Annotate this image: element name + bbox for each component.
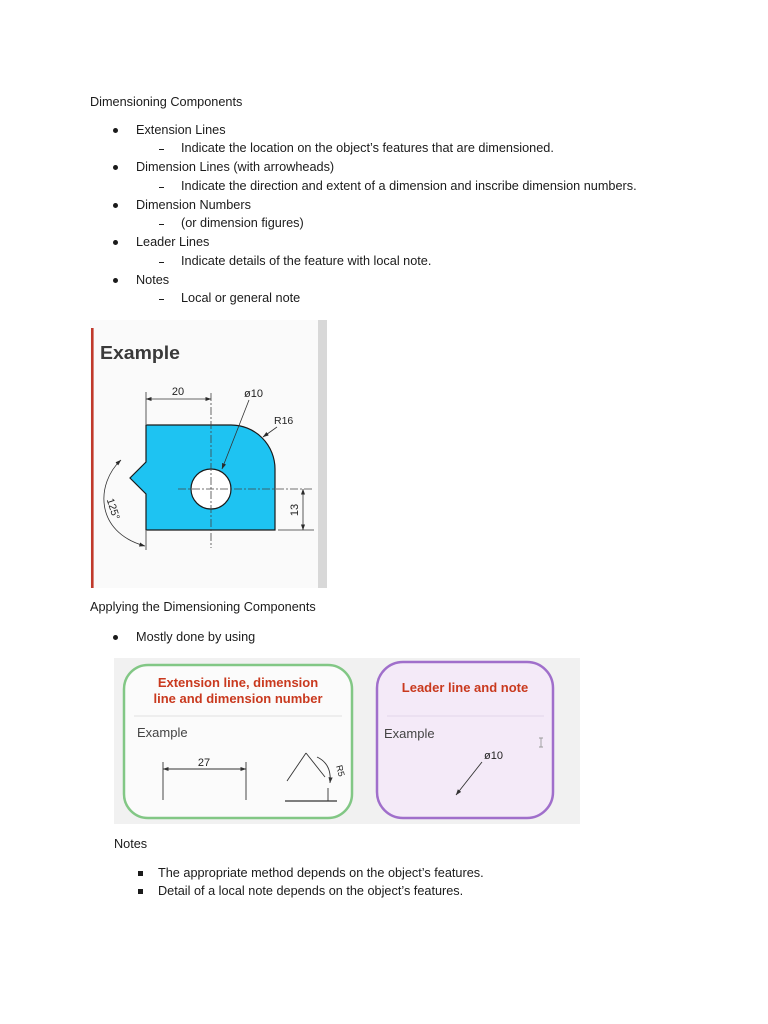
notes-list [0,864,768,902]
notes-list-item [0,882,768,901]
list-item-label: Dimension Lines (with arrowheads) [136,160,335,175]
angle-label: R5 [334,763,347,778]
dash-marker [159,262,164,263]
example-drawing-figure [90,320,327,588]
list-item-leader-lines [0,233,768,252]
notes-list-item [0,864,768,883]
radius-note: R16 [274,415,294,427]
dash-marker [159,149,164,150]
list-subitem-text: (or dimension figures) [181,216,304,231]
list-subitem [0,177,768,196]
list-item-label: Dimension Numbers [136,197,251,212]
leader-note-text: ø10 [484,750,503,762]
list-item-dimension-numbers [0,196,768,215]
list-subitem [0,252,768,271]
dash-marker [159,224,164,225]
list-subitem [0,139,768,158]
list-item-notes [0,271,768,290]
list-subitem [0,289,768,308]
dash-marker [159,299,164,300]
section-heading-dimensioning-components: Dimensioning Components [90,94,243,109]
dimensioning-methods-figure [114,658,580,824]
list-item-label: Extension Lines [136,122,226,137]
list-item-label: Notes [136,272,170,287]
dimension-number: 27 [197,757,211,769]
list-item-extension-lines [0,121,768,140]
red-accent-line [91,328,94,588]
panel-title-line-2: line and dimension number [153,691,323,706]
list-item-label: Leader Lines [136,235,210,250]
list-subitem-text: Local or general note [181,291,301,306]
list-item-label: Mostly done by using [136,629,256,644]
panel-title: Leader line and note [401,680,529,695]
bullet-marker [113,165,118,170]
dimension-text-height: 13 [289,503,301,517]
angle-dimension-text: 125° [103,496,122,522]
figure-title: Example [100,343,180,363]
applying-list [0,628,768,647]
bullet-marker [113,635,118,640]
list-subitem-text: Indicate details of the feature with local note. [181,253,432,268]
dimension-text-width: 20 [171,386,185,398]
components-list [0,121,768,309]
leader-note-panel [377,662,553,818]
section-heading-applying-components: Applying the Dimensioning Components [90,599,316,614]
square-bullet-marker [138,889,143,894]
panel-title-line-1: Extension line, dimension [157,675,319,690]
list-subitem [0,214,768,233]
list-item-dimension-lines [0,158,768,177]
extension-dimension-panel [124,665,352,818]
list-item [0,628,768,647]
panel-example-label: Example [137,725,188,740]
figure-edge-strip [318,320,327,588]
square-bullet-marker [138,871,143,876]
dash-marker [159,187,164,188]
hole-diameter-note: ø10 [244,388,263,400]
notes-item-text: Detail of a local note depends on the object’s features. [158,884,464,899]
notes-heading: Notes [114,836,148,851]
bullet-marker [113,203,118,208]
bullet-marker [113,278,118,283]
list-subitem-text: Indicate the direction and extent of a dimension and inscribe dimension numbers. [181,178,637,193]
bullet-marker [113,240,118,245]
notes-item-text: The appropriate method depends on the object’s features. [158,865,484,880]
bullet-marker [113,128,118,133]
list-subitem-text: Indicate the location on the object’s features that are dimensioned. [181,141,554,156]
panel-example-label: Example [384,726,435,741]
